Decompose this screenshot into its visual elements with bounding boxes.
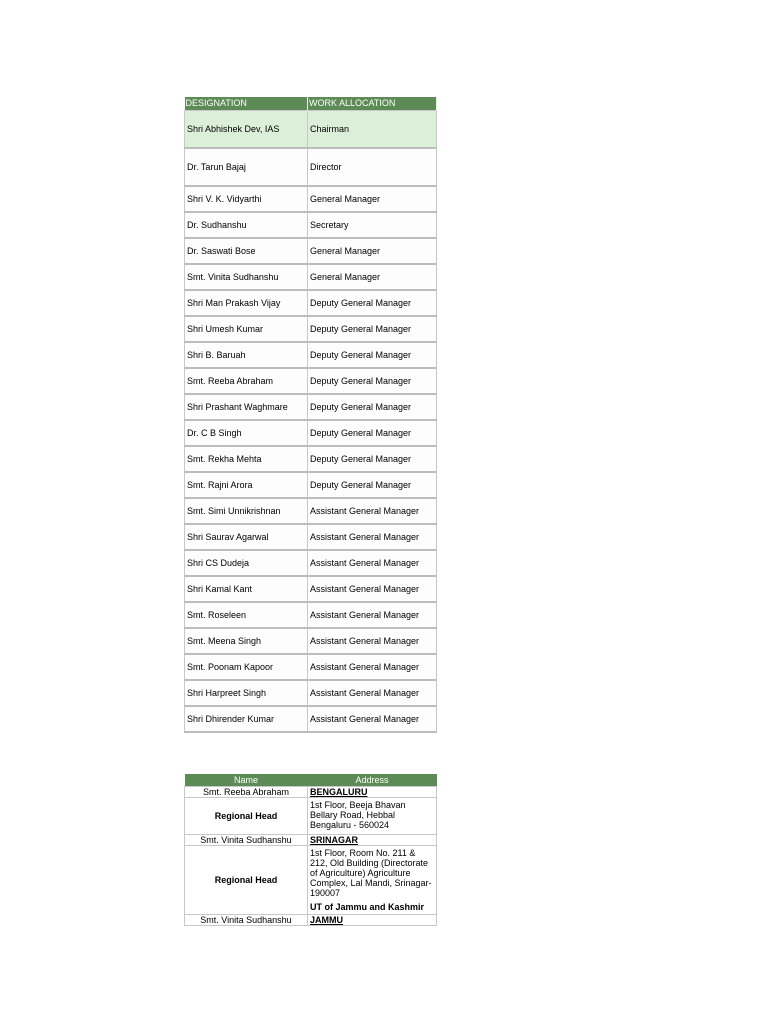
- table-row: [185, 602, 437, 628]
- staff-name-cell: Shri Man Prakash Vijay: [185, 290, 308, 316]
- office-detail-row: [185, 798, 437, 835]
- staff-table-header-row: [185, 97, 437, 111]
- staff-name-cell: Smt. Vinita Sudhanshu: [185, 264, 308, 290]
- column-header-designation: DESIGNATION: [185, 97, 308, 111]
- staff-name-cell: Smt. Simi Unnikrishnan: [185, 498, 308, 524]
- staff-role-cell: General Manager: [308, 238, 437, 264]
- staff-name-cell: Shri V. K. Vidyarthi: [185, 186, 308, 212]
- staff-role-cell: Deputy General Manager: [308, 472, 437, 498]
- office-table: [184, 774, 437, 926]
- column-header-work-allocation: WORK ALLOCATION: [308, 97, 437, 111]
- office-role: Regional Head: [185, 846, 308, 915]
- staff-name-cell: Shri Saurav Agarwal: [185, 524, 308, 550]
- column-header-address: Address: [308, 774, 437, 787]
- staff-role-cell: Deputy General Manager: [308, 316, 437, 342]
- table-row: [185, 342, 437, 368]
- staff-name-cell: Dr. Tarun Bajaj: [185, 148, 308, 186]
- table-row: [185, 498, 437, 524]
- staff-role-cell: Deputy General Manager: [308, 420, 437, 446]
- staff-role-cell: Deputy General Manager: [308, 394, 437, 420]
- office-head-name: Smt. Reeba Abraham: [185, 787, 308, 798]
- staff-name-cell: Shri CS Dudeja: [185, 550, 308, 576]
- staff-table-body: [185, 111, 437, 733]
- office-row: [185, 787, 437, 798]
- table-row: [185, 680, 437, 706]
- office-row: [185, 835, 437, 846]
- staff-name-cell: Shri Abhishek Dev, IAS: [185, 111, 308, 149]
- office-detail-row: [185, 846, 437, 915]
- table-row: [185, 186, 437, 212]
- table-row: [185, 576, 437, 602]
- table-row: [185, 111, 437, 149]
- table-row: [185, 524, 437, 550]
- table-row: [185, 290, 437, 316]
- table-row: [185, 654, 437, 680]
- office-row: [185, 915, 437, 926]
- staff-role-cell: Chairman: [308, 111, 437, 149]
- staff-name-cell: Dr. C B Singh: [185, 420, 308, 446]
- staff-table: [184, 97, 437, 733]
- staff-name-cell: Smt. Rekha Mehta: [185, 446, 308, 472]
- staff-name-cell: Shri Umesh Kumar: [185, 316, 308, 342]
- office-address-cell: [308, 798, 437, 835]
- staff-role-cell: Secretary: [308, 212, 437, 238]
- table-row: [185, 628, 437, 654]
- office-city: BENGALURU: [308, 787, 437, 798]
- staff-name-cell: Shri Prashant Waghmare: [185, 394, 308, 420]
- office-ut-label: UT of Jammu and Kashmir: [310, 902, 425, 912]
- staff-name-cell: Shri B. Baruah: [185, 342, 308, 368]
- office-address: 1st Floor, Room No. 211 & 212, Old Building (Directorate of Agriculture) Agriculture Complex, Lal Mandi, Srinagar-190007: [310, 848, 432, 898]
- staff-name-cell: Smt. Roseleen: [185, 602, 308, 628]
- staff-name-cell: Smt. Poonam Kapoor: [185, 654, 308, 680]
- staff-name-cell: Shri Harpreet Singh: [185, 680, 308, 706]
- staff-role-cell: Assistant General Manager: [308, 654, 437, 680]
- staff-name-cell: Shri Kamal Kant: [185, 576, 308, 602]
- staff-role-cell: Deputy General Manager: [308, 368, 437, 394]
- table-row: [185, 420, 437, 446]
- staff-role-cell: General Manager: [308, 264, 437, 290]
- staff-role-cell: Director: [308, 148, 437, 186]
- column-header-name: Name: [185, 774, 308, 787]
- table-row: [185, 316, 437, 342]
- table-row: [185, 706, 437, 732]
- office-head-name: Smt. Vinita Sudhanshu: [185, 915, 308, 926]
- staff-role-cell: Assistant General Manager: [308, 706, 437, 732]
- staff-role-cell: Assistant General Manager: [308, 602, 437, 628]
- table-row: [185, 264, 437, 290]
- staff-name-cell: Smt. Rajni Arora: [185, 472, 308, 498]
- staff-role-cell: General Manager: [308, 186, 437, 212]
- office-city: SRINAGAR: [308, 835, 437, 846]
- table-row: [185, 238, 437, 264]
- office-table-body: [185, 787, 437, 926]
- staff-role-cell: Deputy General Manager: [308, 290, 437, 316]
- table-row: [185, 394, 437, 420]
- staff-name-cell: Dr. Sudhanshu: [185, 212, 308, 238]
- office-city: JAMMU: [308, 915, 437, 926]
- staff-name-cell: Smt. Reeba Abraham: [185, 368, 308, 394]
- staff-role-cell: Assistant General Manager: [308, 498, 437, 524]
- table-row: [185, 212, 437, 238]
- staff-role-cell: Assistant General Manager: [308, 550, 437, 576]
- staff-role-cell: Deputy General Manager: [308, 342, 437, 368]
- table-row: [185, 550, 437, 576]
- staff-role-cell: Deputy General Manager: [308, 446, 437, 472]
- table-row: [185, 446, 437, 472]
- office-head-name: Smt. Vinita Sudhanshu: [185, 835, 308, 846]
- office-address: 1st Floor, Beeja Bhavan Bellary Road, Hebbal Bengaluru - 560024: [310, 800, 406, 830]
- office-role: Regional Head: [185, 798, 308, 835]
- staff-name-cell: Shri Dhirender Kumar: [185, 706, 308, 732]
- table-row: [185, 148, 437, 186]
- staff-role-cell: Assistant General Manager: [308, 680, 437, 706]
- staff-name-cell: Dr. Saswati Bose: [185, 238, 308, 264]
- staff-role-cell: Assistant General Manager: [308, 576, 437, 602]
- office-address-cell: [308, 846, 437, 915]
- staff-role-cell: Assistant General Manager: [308, 524, 437, 550]
- office-table-header-row: [185, 774, 437, 787]
- table-row: [185, 472, 437, 498]
- table-row: [185, 368, 437, 394]
- staff-name-cell: Smt. Meena Singh: [185, 628, 308, 654]
- staff-role-cell: Assistant General Manager: [308, 628, 437, 654]
